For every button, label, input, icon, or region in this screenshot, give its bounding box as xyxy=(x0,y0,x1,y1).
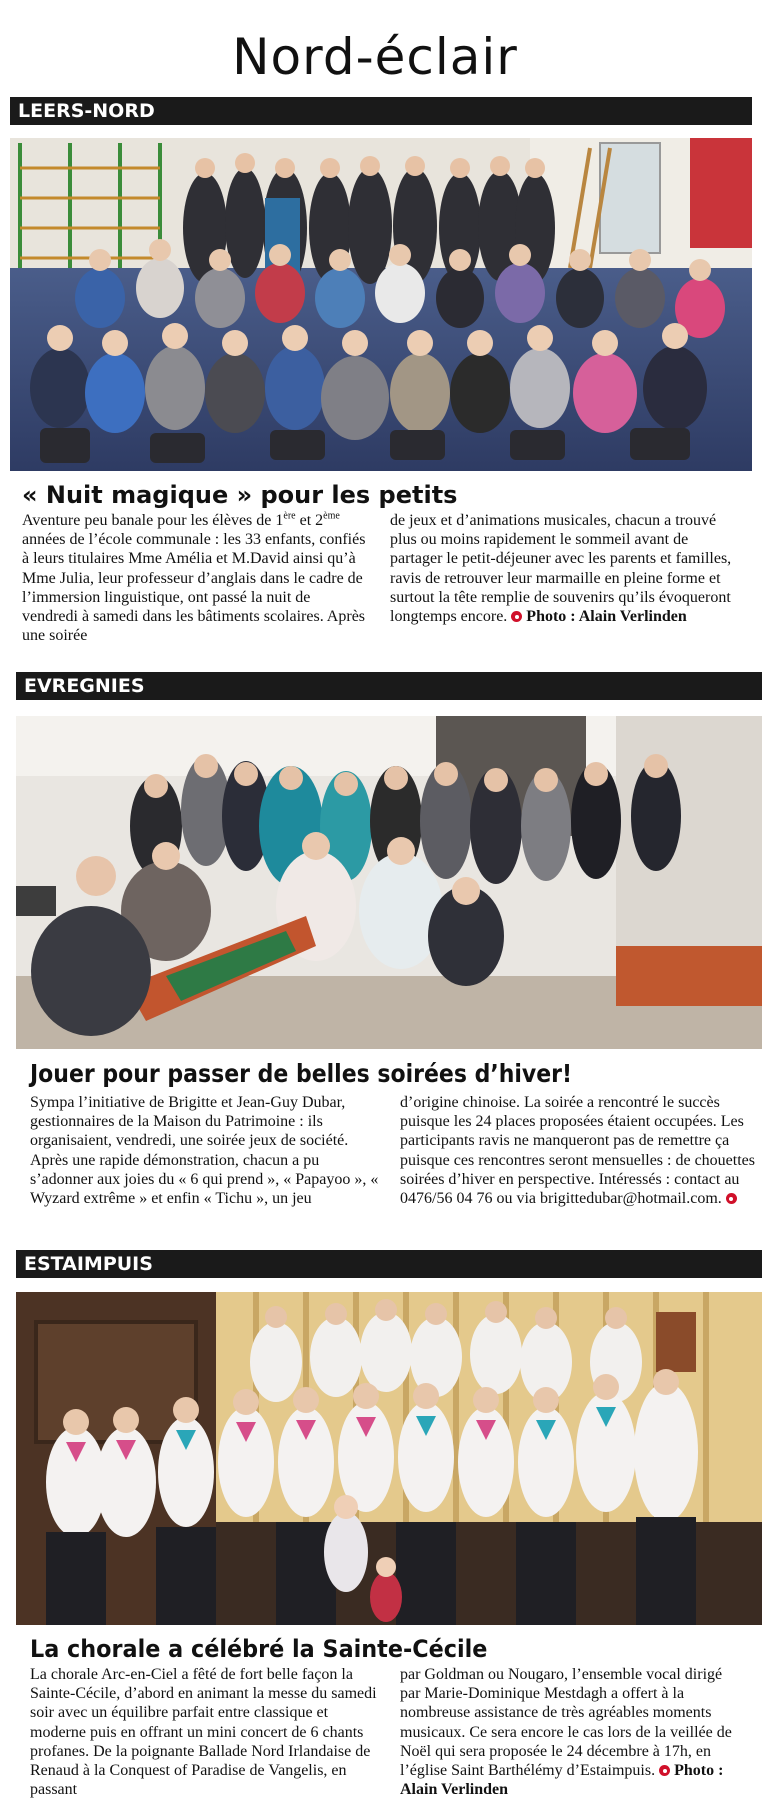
article-paragraph: par Goldman ou Nougaro, l’ensemble vocal dirigé par Marie-Dominique Mestdagh a offert à la nombreuse assistance de très agréables moments musicaux. Ce sera encore le cas lors de la veillée de Noël qui sera proposée le 24 décembre à 17h, en l’église Saint Barthélémy d’Estaimpuis. Photo : Alain Verlinden xyxy=(400,1666,732,1799)
headline-jouer: Jouer pour passer de belles soirées d’hiver! xyxy=(30,1059,573,1088)
article-paragraph: Après une rapide démonstration, chacun a pu s’adonner aux joies du « 6 qui prend », « Papayoo », « Wyzard extrême » et enfin « Tichu », un jeu xyxy=(30,1151,379,1208)
photo-choir[interactable] xyxy=(16,1292,762,1625)
article-body-col1 xyxy=(30,1093,385,1208)
photo-credit: Photo : Alain Verlinden xyxy=(400,1762,724,1799)
end-of-article-icon xyxy=(659,1765,670,1776)
article-paragraph: de jeux et d’animations musicales, chacun a trouvé plus ou moins rapidement le sommeil avant de partager le petit-déjeuner avec les parents et familles, ravis de retrouver leur marmaille en pleine forme et surtout la tête remplie de souvenirs qu’ils évoqueront longtemps encore. Photo : Alain Verlinden xyxy=(390,512,732,626)
photo-game-night[interactable] xyxy=(16,716,762,1049)
photo-children-group[interactable] xyxy=(10,138,752,471)
article-paragraph: Sympa l’initiative de Brigitte et Jean-Guy Dubar, gestionnaires de la Maison du Patrimoine : ils organisaient, vendredi, une soirée jeux de société. xyxy=(30,1094,349,1150)
article-paragraph: Aventure peu banale pour les élèves de 1ère et 2ème années de l’école communale : les 33 enfants, confiés à leurs titulaires Mme Amélia et M.David ainsi qu’à Mme Julia, leur professeur d’anglais dans le cadre de l’immersion linguistique, ont passé la nuit de vendredi à samedi dans les bâtiments scolaires. Après une soirée xyxy=(22,510,366,645)
section-bar-evregnies xyxy=(16,672,762,700)
article-body-col1 xyxy=(30,1665,380,1799)
article-paragraph: La chorale Arc-en-Ciel a fêté de fort belle façon la Sainte-Cécile, d’abord en animant la messe du samedi soir avec un équilibre parfait entre classique et moderne puis en offrant un mini concert de 6 chants profanes. De la poignante Ballade Nord Irlandaise de Renaud à la Conquest of Paradise de Vangelis, en passant xyxy=(30,1666,377,1799)
end-of-article-icon xyxy=(726,1193,737,1204)
article-body-col2 xyxy=(400,1093,755,1208)
article-body-col2 xyxy=(390,511,735,626)
end-of-article-icon xyxy=(511,611,522,622)
photo-credit: Photo : Alain Verlinden xyxy=(526,608,687,626)
section-label: EVREGNIES xyxy=(24,675,145,697)
section-label: LEERS-NORD xyxy=(18,100,155,122)
section-bar-leers-nord xyxy=(10,97,752,125)
headline-chorale: La chorale a célébré la Sainte-Cécile xyxy=(30,1635,488,1663)
article-paragraph: d’origine chinoise. La soirée a rencontré le succès puisque les 24 places proposées étaient occupées. Les participants ravis ne manqueront pas de remettre ça puisque ces rencontres seront mensuelles : de chouettes soirées d’hiver en perspective. Intéressés : contact au 0476/56 04 76 ou via brigittedubar@hotmail.com. xyxy=(400,1094,755,1208)
article-body-col2 xyxy=(400,1665,745,1799)
masthead: Nord-éclair xyxy=(232,28,518,86)
section-label: ESTAIMPUIS xyxy=(24,1253,153,1275)
section-bar-estaimpuis xyxy=(16,1250,762,1278)
article-body-col1 xyxy=(22,511,367,645)
headline-nuit-magique: « Nuit magique » pour les petits xyxy=(22,481,458,509)
